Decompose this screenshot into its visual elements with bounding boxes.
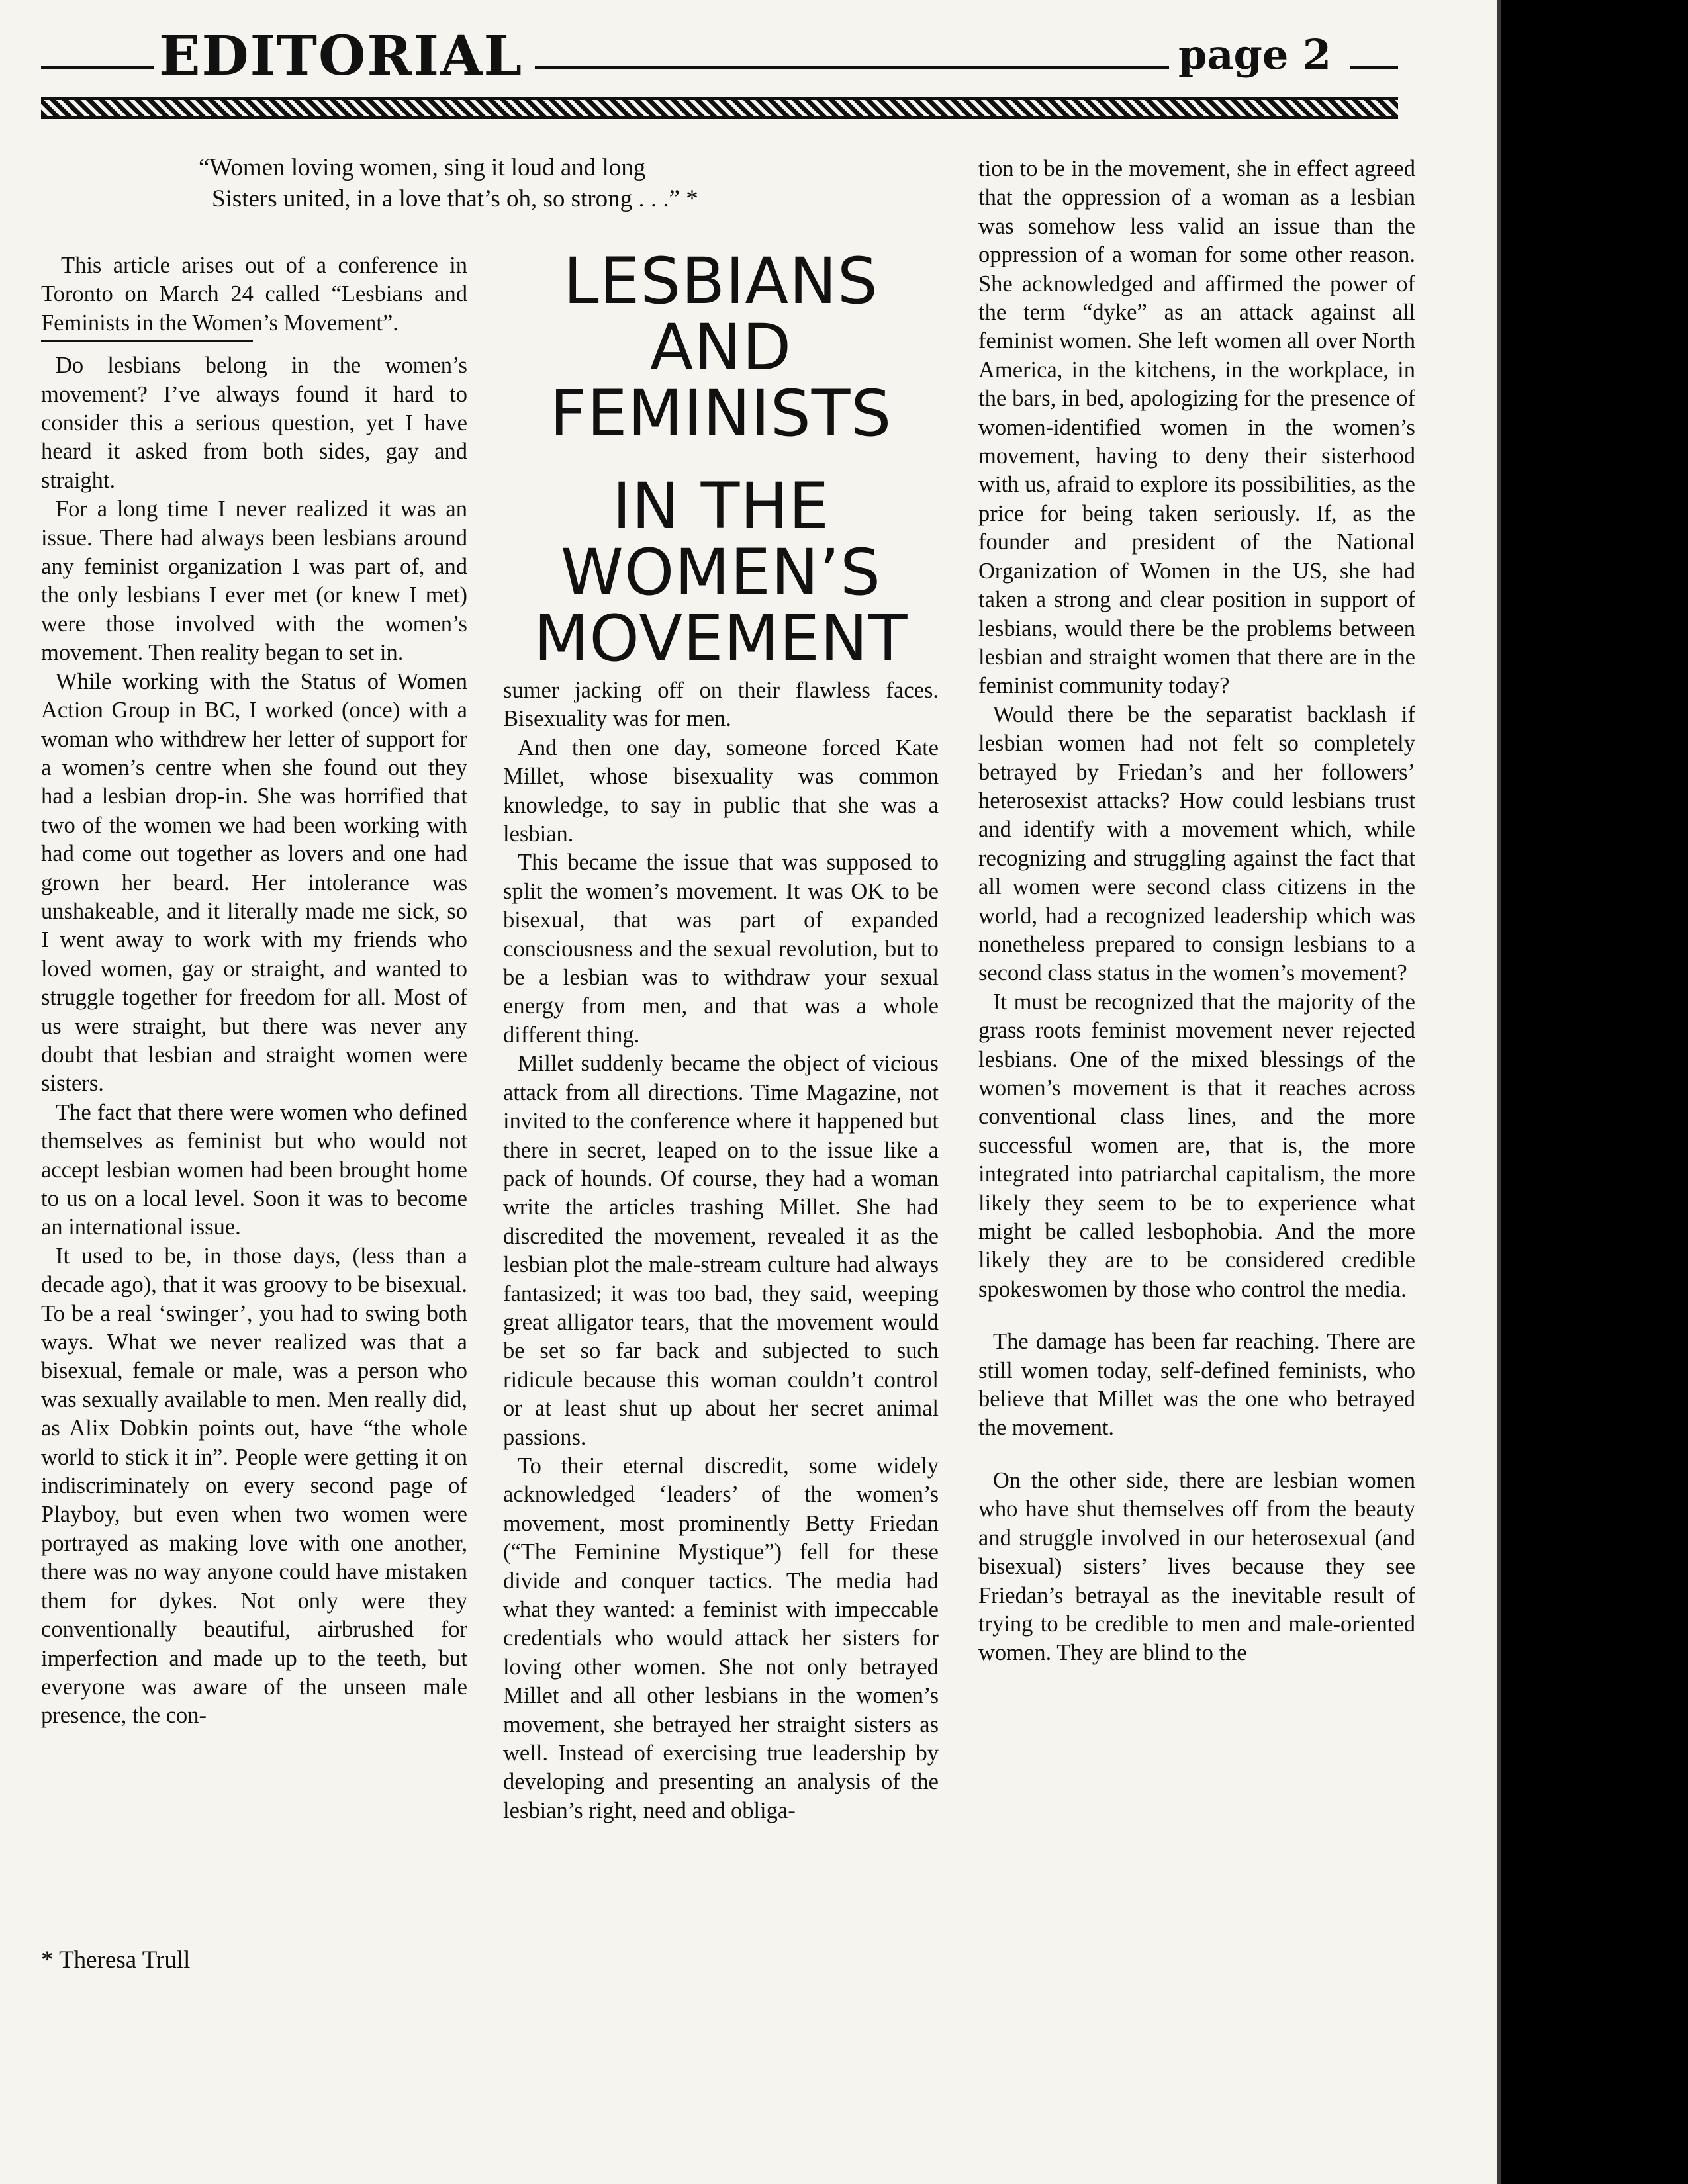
body-paragraph: To their eternal discredit, some widely acknowledged ‘leaders’ of the women’s movement, most prominently Betty Friedan (“The Feminine Mystique”) fell for these divide and conquer tactics. The media had what they wanted: a feminist with impeccable credentials who would attack her sisters for loving other women. She not only betrayed Millet and all other lesbians in the women’s movement, she betrayed her straight sisters as well. Instead of exercising true leadership by developing and presenting an analysis of the lesbian’s right, need and obliga- xyxy=(503,1453,939,1823)
body-paragraph: The fact that there were women who defined themselves as feminist but who would not accept lesbian women had been brought home to us on a local level. Soon it was to become an international issue. xyxy=(41,1099,467,1240)
headline-line-1: LESBIANS xyxy=(563,244,878,318)
body-paragraph: sumer jacking off on their flawless faces. Bisexuality was for men. xyxy=(503,678,939,732)
footnote: * Theresa Trull xyxy=(41,1946,191,1974)
body-paragraph: While working with the Status of Women Action Group in BC, I worked (once) with a woman who withdrew her letter of support for a women’s centre when she found out they had a lesbian drop-in. She was horrified that two of the women we had been working with had come out together as lovers and one had grown her beard. Her intolerance was unshakeable, and it literally made me sick, so I went away to work with my friends who loved women, gay or straight, and wanted to struggle together for freedom for all. Most of us were straight, but there was never any doubt that lesbian and straight women were sisters. xyxy=(41,668,467,1097)
body-paragraph: It used to be, in those days, (less than a decade ago), that it was groovy to be bisexual. To be a real ‘swinger’, you had to swing both ways. What we never realized was that a bisexual, female or male, was a person who was sexually available to men. Men really did, as Alix Dobkin points out, have “the whole world to stick it in”. People were getting it on indiscriminately on every second page of Playboy, but even when two women were portrayed as making love with one another, there was no way anyone could have mistaken them for dykes. Not only were they conventionally beautiful, airbrushed for imperfection and made up to the teeth, but everyone was aware of the unseen male presence, the con- xyxy=(41,1243,467,1729)
headline-line-5: WOMEN’S xyxy=(560,535,882,610)
article-column-3 xyxy=(978,155,1415,1668)
article-column-2 xyxy=(503,676,939,1825)
quote-line-1: “Women loving women, sing it loud and long xyxy=(199,154,646,181)
body-paragraph: Would there be the separatist backlash if lesbian women had not felt so completely betrayed by Friedan’s and her followers’ heterosexist attacks? How could lesbians trust and identify with a movement which, while recognizing and struggling against the fact that all women were second class citizens in the world, had a recognized leadership which was nonetheless prepared to consign lesbians to a second class status in the women’s movement? xyxy=(978,702,1415,986)
body-paragraph: This became the issue that was supposed to split the women’s movement. It was OK to be bisexual, that was part of expanded consciousness and the sexual revolution, but to be a lesbian was to withdraw your sexual energy from men, and that was a whole different thing. xyxy=(503,850,939,1048)
body-paragraph: For a long time I never realized it was an issue. There had always been lesbians around any feminist organization I was part of, and the only lesbians I ever met (or knew I met) were those involved with the women’s movement. Then reality began to set in. xyxy=(41,496,467,666)
headline-line-6: MOVEMENT xyxy=(534,602,908,676)
body-paragraph: It must be recognized that the majority of the grass roots feminist movement never rejected lesbians. One of the mixed blessings of the women’s movement is that it reaches across conventional class lines, and the more successful women are, that is, the more integrated into patriarchal capitalism, the more likely they seem to be to experience what might be called lesbophobia. And the more likely they are to be considered credible spokeswomen by those who control the media. xyxy=(978,989,1415,1302)
headline-line-4: IN THE xyxy=(612,469,830,543)
page-number: page 2 xyxy=(1178,30,1332,79)
header-rule-middle xyxy=(535,66,1169,69)
body-paragraph: On the other side, there are lesbian women who have shut themselves off from the beauty and struggle involved in our heterosexual (and bisexual) sisters’ lives because they see Friedan’s betrayal as the inevitable result of trying to be credible to men and male-oriented women. They are blind to the xyxy=(978,1467,1415,1666)
intro-paragraph: This article arises out of a conference in Toronto on March 24 called “Lesbians and Feminists in the Women’s Movement”. xyxy=(41,253,467,336)
epigraph-quote xyxy=(199,152,834,214)
decorative-band xyxy=(41,97,1398,119)
article-column-1 xyxy=(41,251,467,1731)
body-paragraph: The damage has been far reaching. There are still women today, self-defined feminists, who believe that Millet was the one who betrayed the movement. xyxy=(978,1329,1415,1441)
body-paragraph: tion to be in the movement, she in effect agreed that the oppression of a woman as a lesbian was somehow less valid an issue than the oppression of a woman for some other reason. She acknowledged and affirmed the power of the term “dyke” as an attack against all feminist women. She left women all over North America, in the kitchens, in the workplace, in the bars, in bed, apologizing for the presence of women-identified women in the women’s movement, having to deny their sisterhood with us, afraid to explore its possibilities, as the price for being taken seriously. If, as the founder and president of the National Organization of Women in the US, she had taken a strong and clear position in support of lesbians, would there be the problems between lesbian and straight women that there are in the feminist community today? xyxy=(978,156,1415,699)
article-headline xyxy=(503,244,939,676)
body-paragraph: Do lesbians belong in the women’s movement? I’ve always found it hard to consider this a serious question, yet I have heard it asked from both sides, gay and straight. xyxy=(41,353,467,493)
intro-divider xyxy=(41,340,253,342)
headline-line-2: AND xyxy=(649,310,792,385)
body-paragraph: And then one day, someone forced Kate Millet, whose bisexuality was common knowledge, to say in public that she was a lesbian. xyxy=(503,735,939,847)
header-rule-left xyxy=(41,66,154,69)
headline-line-3: FEMINISTS xyxy=(549,377,892,451)
header-rule-right xyxy=(1350,66,1398,69)
body-paragraph: Millet suddenly became the object of vicious attack from all directions. Time Magazine, not invited to the conference where it happened but there in secret, leaped on to the issue like a pack of hounds. Of course, they had a woman write the articles trashing Millet. She had discredited the movement, revealed it as the lesbian plot the male-stream culture had always fantasized; it was too bad, they said, weeping great alligator tears, that the movement would be set so far back and subjected to such ridicule because this woman couldn’t control or at least shut up about her secret animal passions. xyxy=(503,1051,939,1450)
quote-line-2: Sisters united, in a love that’s oh, so strong . . .” * xyxy=(212,185,698,212)
section-title: EDITORIAL xyxy=(159,24,524,88)
page-edge-shadow xyxy=(1497,0,1501,2184)
